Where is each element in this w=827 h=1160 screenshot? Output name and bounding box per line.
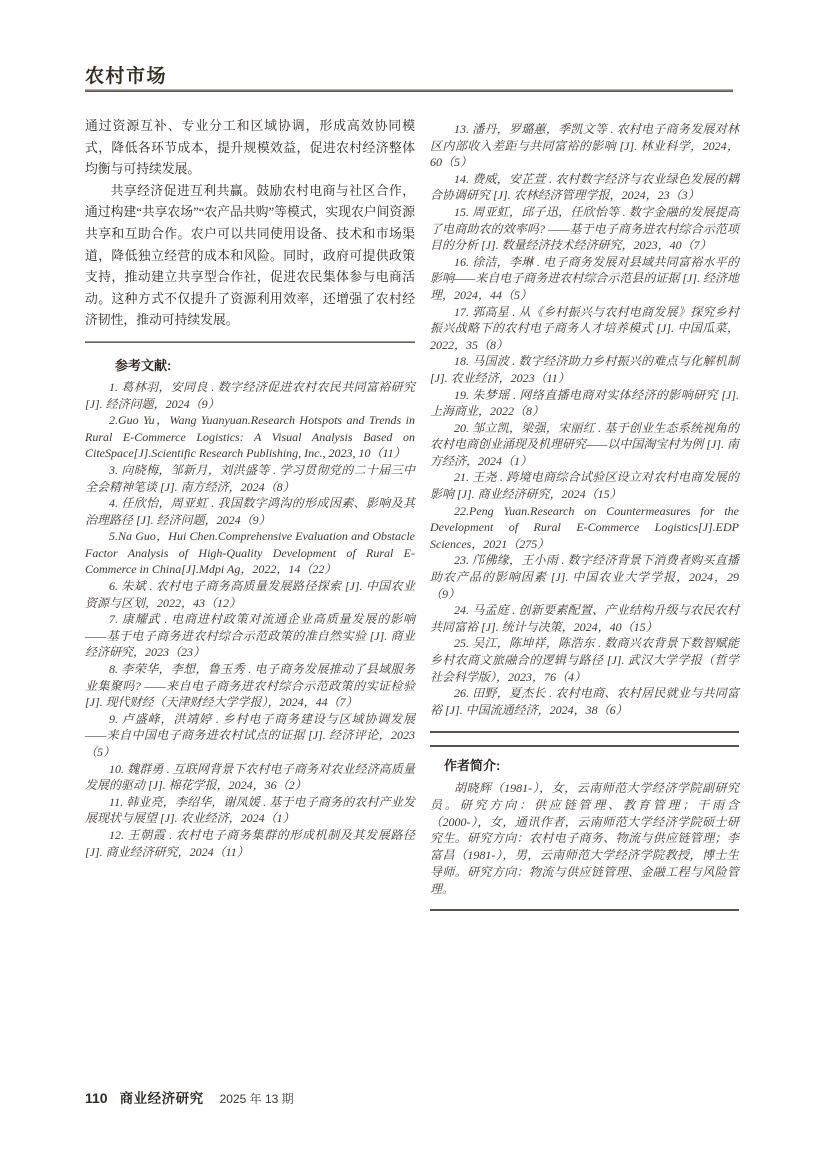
reference-item: 22.Peng Yuan.Research on Countermeasures for the Development of Rural E-Commerce Logistics[J].EDP Sciences，2021（275） (430, 503, 739, 551)
references-list-left (85, 379, 415, 860)
reference-item: 12. 王朝霞 . 农村电子商务集群的形成机制及其发展路径 [J]. 商业经济研究，2024（11） (85, 827, 415, 859)
reference-item: 5.Na Guo，Hui Chen.Comprehensive Evaluation and Obstacle Factor Analysis of High-Quality Development of Rural E-Commerce in China[J].Mdpi Ag，2022，14（22） (85, 529, 415, 577)
reference-item: 2.Guo Yu，Wang Yuanyuan.Research Hotspots and Trends in Rural E-Commerce Logistics: A Visual Analysis Based on CiteSpace[J].Scientific Research Publishing, Inc., 2023, 10（11） (85, 413, 415, 461)
right-column (430, 116, 739, 911)
reference-item: 17. 郭高星 . 从《乡村振兴与农村电商发展》探究乡村振兴战略下的农村电子商务人才培养模式 [J]. 中国瓜菜，2022，35（8） (430, 304, 739, 352)
article-body (85, 116, 415, 332)
reference-item: 20. 邹立凯，梁强，宋丽红 . 基于创业生态系统视角的农村电商创业涌现及机理研究——以中国淘宝村为例 [J]. 南方经济，2024（1） (430, 420, 740, 468)
reference-item: 6. 朱斌 . 农村电子商务高质量发展路径探索 [J]. 中国农业资源与区划，2022，43（12） (85, 579, 415, 610)
reference-item: 19. 朱梦瑶 . 网络直播电商对实体经济的影响研究 [J]. 上海商业，2022（8） (430, 387, 739, 419)
reference-item: 1. 葛林羽，安同良 . 数字经济促进农村农民共同富裕研究 [J]. 经济问题，2024（9） (85, 379, 415, 411)
reference-item: 23. 邝佛缘，王小雨 . 数字经济背景下消费者购买直播助农产品的影响因素 [J]. 中国农业大学学报，2024，29（9） (430, 553, 739, 601)
references-heading: 参考文献: (115, 357, 172, 373)
author-box (430, 745, 739, 911)
author-box-heading: 作者简介: (444, 758, 501, 774)
reference-item: 18. 马国波 . 数字经济助力乡村振兴的难点与化解机制 [J]. 农业经济，2023（11） (430, 354, 739, 385)
reference-item: 3. 向晓梅，邹新月，刘洪盛等 . 学习贯彻党的二十届三中全会精神笔谈 [J]. 南方经济，2024（8） (85, 462, 415, 494)
reference-item: 8. 李荣华，李想，鲁玉秀 . 电子商务发展推动了县域服务业集聚吗? ——来自电子商务进农村综合示范政策的实证检验 [J]. 现代财经（天津财经大学学报），2024，44（7） (85, 662, 415, 710)
reference-item: 4. 任欣怡，周亚虹 . 我国数字鸿沟的形成因素、影响及其治理路径 [J]. 经济问题，2024（9） (85, 496, 415, 527)
left-column (85, 116, 415, 860)
reference-item: 7. 康耀武 . 电商进村政策对流通企业高质量发展的影响——基于电子商务进农村综合示范政策的准自然实验 [J]. 商业经济研究，2023（23） (85, 612, 415, 660)
reference-item: 9. 卢盛峰，洪靖婷 . 乡村电子商务建设与区域协调发展——来自中国电子商务进农村试点的证据 [J]. 经济评论，2023（5） (85, 711, 415, 759)
reference-item: 13. 潘丹，罗璐蕙，季凯文等 . 农村电子商务发展对林区内部收入差距与共同富裕的影响 [J]. 林业科学，2024，60（5） (430, 122, 739, 170)
reference-item: 15. 周亚虹，邱子迅，任欣怡等 . 数字金融的发展提高了电商助农的效率吗? ——基于电子商务进农村综合示范项目的分析 [J]. 数量经济技术经济研究，2023，40（7） (430, 204, 739, 253)
journal-name: 商业经济研究 (119, 1091, 204, 1106)
article-paragraph: 共享经济促进互利共赢。鼓励农村电商与社区合作，通过构建“共享农场”“农产品共购”等模式，实现农户间资源共享和互助合作。农户可以共同使用设备、技术和市场渠道，降低独立经营的成本和风险。同时，政府可提供政策支持，推动建立共享型合作社，促进农民集体参与电商活动。这种方式不仅提升了资源利用效率，还增强了农村经济韧性，推动可持续发展。 (85, 183, 415, 328)
section-title: 农村市场 (85, 66, 168, 87)
reference-item: 16. 徐洁，李琳 . 电子商务发展对县域共同富裕水平的影响——来自电子商务进农村综合示范县的证据 [J]. 经济地理，2024，44（5） (430, 254, 740, 302)
issue-label: 2025 年 13 期 (219, 1092, 294, 1106)
reference-item: 11. 韩业亮，李绍华，谢凤媛 . 基于电子商务的农村产业发展现状与展望 [J]. 农业经济，2024（1） (85, 794, 415, 826)
page-footer (85, 1087, 294, 1107)
author-bio: 胡晓辉（1981-），女，云南师范大学经济学院副研究员。研究方向：供应链管理、教育管理；干雨含（2000-），女，通讯作者，云南师范大学经济学院硕士研究生。研究方向：农村电子商务、物流与供应链管理；李富昌（1981-），男，云南师范大学经济学院教授，博士生导师。研究方向：物流与供应链管理、金融工程与风险管理。 (430, 781, 739, 896)
reference-item: 25. 吴江，陈坤祥，陈浩东 . 数商兴农背景下数智赋能乡村农商文旅融合的逻辑与路径 [J]. 武汉大学学报（哲学社会科学版），2023，76（4） (430, 636, 739, 684)
masthead-divider (85, 89, 733, 92)
reference-item: 24. 马孟庭 . 创新要素配置、产业结构升级与农民农村共同富裕 [J]. 统计与决策，2024，40（15） (430, 603, 739, 634)
reference-item: 14. 费威，安芷萱 . 农村数字经济与农业绿色发展的耦合协调研究 [J]. 农林经济管理学报，2024，23（3） (430, 171, 739, 203)
reference-item: 26. 田野，夏杰长 . 农村电商、农村居民就业与共同富裕 [J]. 中国流通经济，2024，38（6） (430, 686, 739, 717)
article-end-divider (430, 731, 739, 733)
references-list-right (430, 121, 739, 718)
article-paragraph: 通过资源互补、专业分工和区域协调，形成高效协同模式，降低各环节成本，提升规模效益，促进农村经济整体均衡与可持续发展。 (85, 119, 415, 177)
reference-item: 10. 魏群勇 . 互联网背景下农村电子商务对农业经济高质量发展的驱动 [J]. 棉花学报，2024，36（2） (85, 761, 415, 793)
references-divider (85, 341, 415, 343)
reference-item: 21. 王尧 . 跨境电商综合试验区设立对农村电商发展的影响 [J]. 商业经济研究，2024（15） (430, 470, 739, 502)
page-number: 110 (85, 1090, 108, 1106)
